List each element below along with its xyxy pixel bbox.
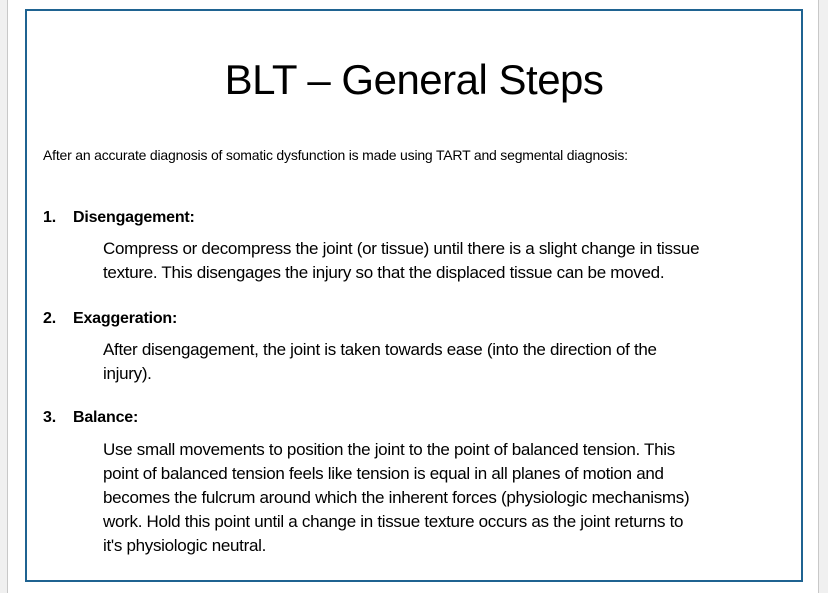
- step-1-heading: [43, 209, 195, 227]
- step-number: 2.: [43, 310, 56, 327]
- page-title: BLT – General Steps: [224, 56, 604, 103]
- step-number: 1.: [43, 209, 56, 226]
- body-line: becomes the fulcrum around which the inherent forces (physiologic mechanisms): [103, 488, 690, 507]
- intro-text: After an accurate diagnosis of somatic dysfunction is made using TART and segmental diagnosis:: [43, 147, 628, 163]
- step-3-heading: [43, 409, 138, 427]
- step-3-body: [103, 438, 793, 558]
- body-line: injury).: [103, 364, 152, 383]
- body-line: it's physiologic neutral.: [103, 536, 266, 555]
- step-title: Disengagement:: [73, 209, 195, 226]
- step-2-body: [103, 338, 793, 386]
- right-gutter: [818, 0, 828, 593]
- body-line: point of balanced tension feels like tension is equal in all planes of motion and: [103, 464, 664, 483]
- slide-frame: [25, 9, 803, 582]
- step-2-heading: [43, 310, 177, 328]
- step-number: 3.: [43, 409, 56, 426]
- body-line: Use small movements to position the joint to the point of balanced tension. This: [103, 440, 675, 459]
- body-line: work. Hold this point until a change in tissue texture occurs as the joint returns to: [103, 512, 684, 531]
- step-title: Balance:: [73, 409, 139, 426]
- step-1-body: [103, 237, 793, 285]
- body-line: After disengagement, the joint is taken towards ease (into the direction of the: [103, 340, 657, 359]
- body-line: Compress or decompress the joint (or tissue) until there is a slight change in tissue: [103, 239, 700, 258]
- step-title: Exaggeration:: [73, 310, 178, 327]
- left-gutter: [0, 0, 8, 593]
- body-line: texture. This disengages the injury so that the displaced tissue can be moved.: [103, 263, 665, 282]
